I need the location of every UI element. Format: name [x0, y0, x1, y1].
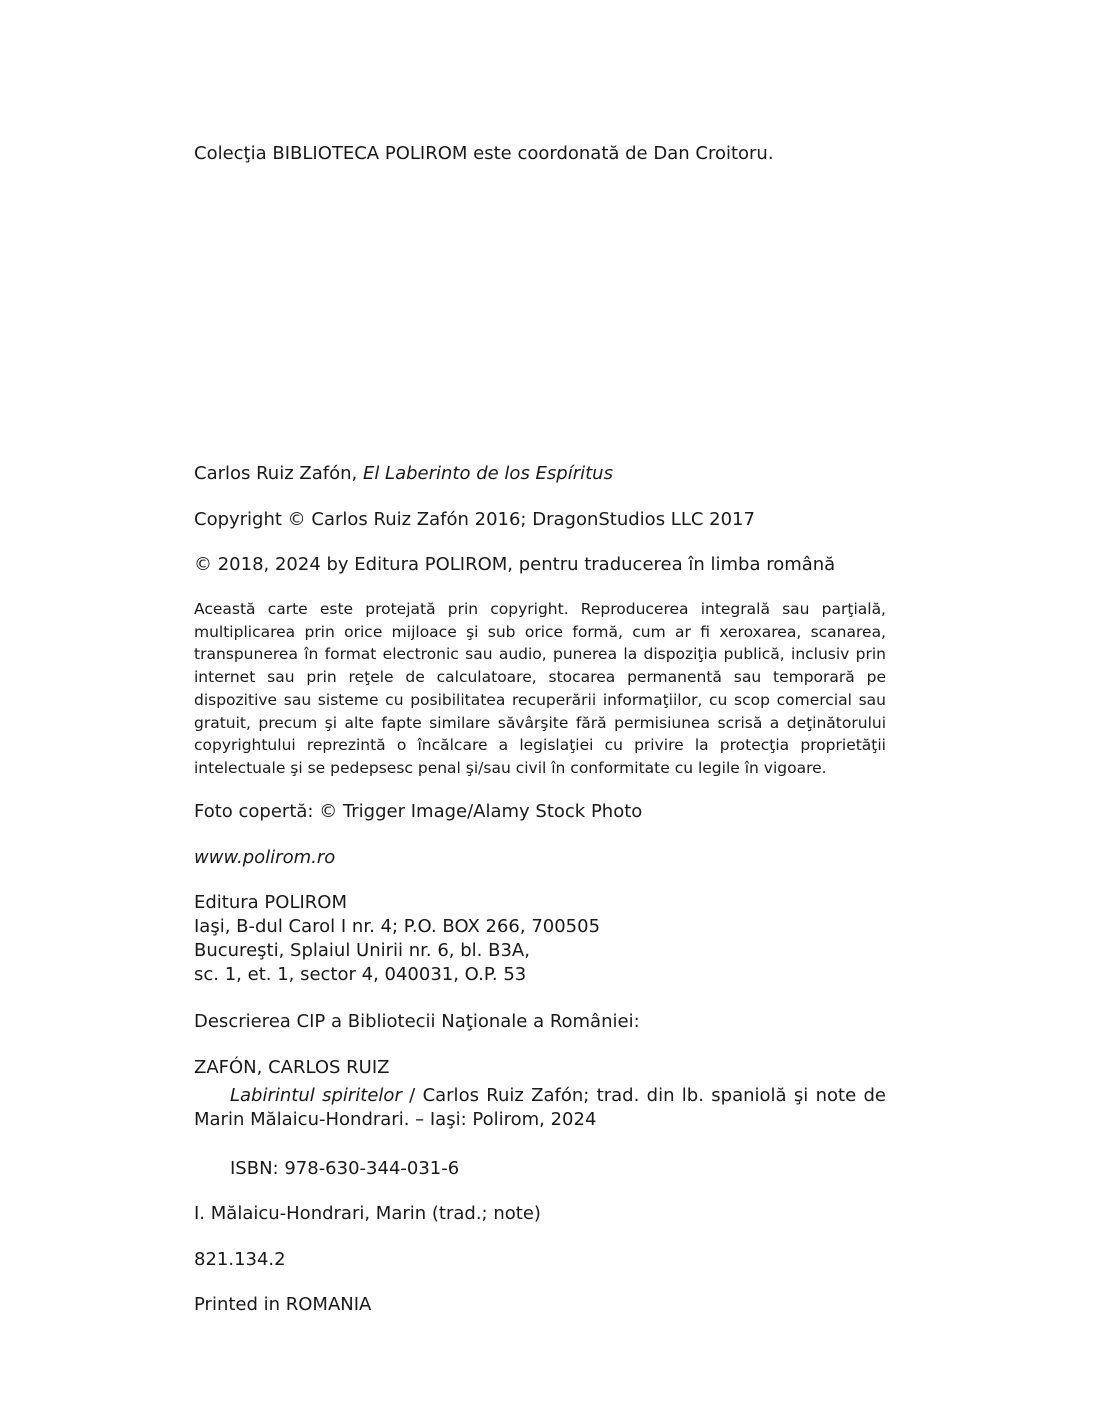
- original-title: El Laberinto de los Espíritus: [362, 463, 613, 484]
- original-author: Carlos Ruiz Zafón,: [194, 463, 363, 484]
- isbn: ISBN: 978-630-344-031-6: [230, 1158, 460, 1179]
- cip-title: Labirintul spiritelor: [230, 1085, 402, 1106]
- publisher-address-line: Bucureşti, Splaiul Unirii nr. 6, bl. B3A,: [194, 940, 530, 961]
- original-edition: [194, 462, 886, 485]
- publisher-name: Editura POLIROM: [194, 892, 347, 913]
- cip-description-rest: / Carlos Ruiz Zafón; trad. din lb. spaniolă şi note de Marin Mălaicu-Hondrari. – Iaşi: Polirom, 2024: [194, 1085, 886, 1130]
- classification-code: 821.134.2: [194, 1249, 286, 1270]
- publisher-website: www.polirom.ro: [194, 847, 336, 868]
- collection-note: Colecţia BIBLIOTECA POLIROM este coordonată de Dan Croitoru.: [194, 143, 774, 164]
- publisher-address-line: sc. 1, et. 1, sector 4, 040031, O.P. 53: [194, 964, 527, 985]
- copyright-original: Copyright © Carlos Ruiz Zafón 2016; DragonStudios LLC 2017: [194, 509, 755, 530]
- cip-description: [194, 1084, 886, 1132]
- copyright-translation: © 2018, 2024 by Editura POLIROM, pentru traducerea în limba română: [194, 554, 836, 575]
- cover-photo-credit: Foto copertă: © Trigger Image/Alamy Stock Photo: [194, 801, 643, 822]
- cip-contributor: I. Mălaicu-Hondrari, Marin (trad.; note): [194, 1203, 541, 1224]
- publisher-address-line: Iaşi, B-dul Carol I nr. 4; P.O. BOX 266, 700505: [194, 916, 601, 937]
- cip-author-heading: ZAFÓN, CARLOS RUIZ: [194, 1057, 390, 1078]
- cip-heading: Descrierea CIP a Bibliotecii Naţionale a României:: [194, 1011, 640, 1032]
- legal-notice: Această carte este protejată prin copyright. Reproducerea integrală sau parţială, multiplicarea prin orice mijloace şi sub orice formă, cum ar fi xeroxarea, scanarea, transpunerea în format electronic sau audio, punerea la dispoziţia publică, inclusiv prin internet sau prin reţele de calculatoare, stocarea permanentă sau temporară pe dispozitive sau sisteme cu posibilitatea recuperării informaţiilor, cu scop comercial sau gratuit, precum şi alte fapte similare săvârşite fără permisiunea scrisă a deţinătorului copyrightului reprezintă o încălcare a legislaţiei cu privire la protecţia proprietăţii intelectuale şi se pedepsesc penal şi/sau civil în conformitate cu legile în vigoare.: [194, 600, 886, 777]
- printed-in: Printed in ROMANIA: [194, 1294, 372, 1315]
